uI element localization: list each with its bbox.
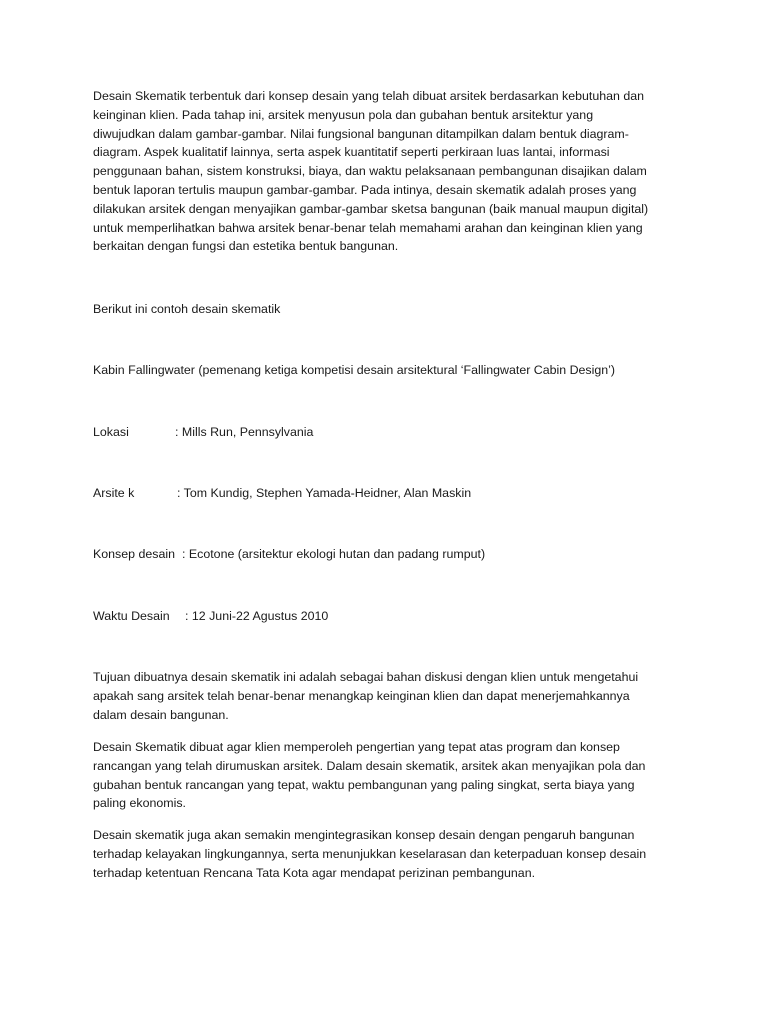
paragraph-understanding [93,738,683,813]
paragraph-line: dalam desain bangunan. [93,707,229,722]
field-label: Lokasi [93,425,129,439]
paragraph-line: penggunaan bahan, sistem konstruksi, biaya, dan waktu pelaksanaan pembangunan disajikan dalam [93,164,647,179]
field-lokasi [93,423,314,442]
paragraph-line: berkaitan dengan fungsi dan estetika bentuk bangunan. [93,239,399,254]
paragraph-line: gubahan bentuk rancangan yang tepat, waktu pembangunan yang paling singkat, serta biaya yang [93,777,635,792]
paragraph-line: untuk memperlihatkan bahwa arsitek benar-benar telah memahami arahan dan keinginan klien yang [93,220,643,235]
paragraph-line: Desain skematik juga akan semakin mengintegrasikan konsep desain dengan pengaruh bangunan [93,828,635,842]
paragraph-line: bentuk laporan tertulis maupun gambar-gambar. Pada intinya, desain skematik adalah proses yang [93,182,637,197]
field-label: Arsite k [93,486,135,500]
paragraph-integration [93,826,683,882]
paragraph-line: apakah sang arsitek telah benar-benar menangkap keinginan klien dan dapat menerjemahkannya [93,688,630,703]
paragraph-line: diagram. Aspek kualitatif lainnya, serta aspek kuantitatif seperti perkiraan luas lantai, informasi [93,145,610,160]
field-waktu-desain [93,607,329,626]
field-arsitek [93,484,472,503]
paragraph-line: Tujuan dibuatnya desain skematik ini adalah sebagai bahan diskusi dengan klien untuk mengetahui [93,670,639,684]
paragraph-line: dilakukan arsitek dengan menyajikan gambar-gambar sketsa bangunan (baik manual maupun digital) [93,201,649,216]
paragraph-line: paling ekonomis. [93,796,186,811]
paragraph-line: diwujudkan dalam gambar-gambar. Nilai fungsional bangunan ditampilkan dalam bentuk diagram- [93,126,629,141]
paragraph-line: keinginan klien. Pada tahap ini, arsitek menyusun pola dan gubahan bentuk arsitektur yang [93,107,594,122]
field-konsep-desain [93,545,486,564]
example-intro-line [93,300,683,319]
field-value: : 12 Juni-22 Agustus 2010 [185,609,329,623]
paragraph-purpose [93,668,683,724]
field-label: Konsep desain [93,547,175,561]
paragraph-line: Desain Skematik terbentuk dari konsep desain yang telah dibuat arsitek berdasarkan kebutuhan dan [93,89,645,103]
example-intro-text: Berikut ini contoh desain skematik [93,302,281,316]
field-value: : Mills Run, Pennsylvania [175,425,314,439]
paragraph-intro [93,87,683,256]
paragraph-line: terhadap kelayakan lingkungannya, serta menunjukkan keselarasan dan keterpaduan konsep desain [93,846,647,861]
project-title [93,361,683,380]
paragraph-line: rancangan yang telah dirumuskan arsitek. Dalam desain skematik, arsitek akan menyajikan pola dan [93,758,646,773]
field-value: : Ecotone (arsitektur ekologi hutan dan padang rumput) [182,547,486,561]
project-title-text: Kabin Fallingwater (pemenang ketiga kompetisi desain arsitektural ‘Fallingwater Cabin Design’) [93,363,616,377]
paragraph-line: terhadap ketentuan Rencana Tata Kota agar mendapat perizinan pembangunan. [93,865,536,880]
field-value: : Tom Kundig, Stephen Yamada-Heidner, Alan Maskin [177,486,472,500]
paragraph-line: Desain Skematik dibuat agar klien memperoleh pengertian yang tepat atas program dan konsep [93,740,620,754]
field-label: Waktu Desain [93,609,170,623]
